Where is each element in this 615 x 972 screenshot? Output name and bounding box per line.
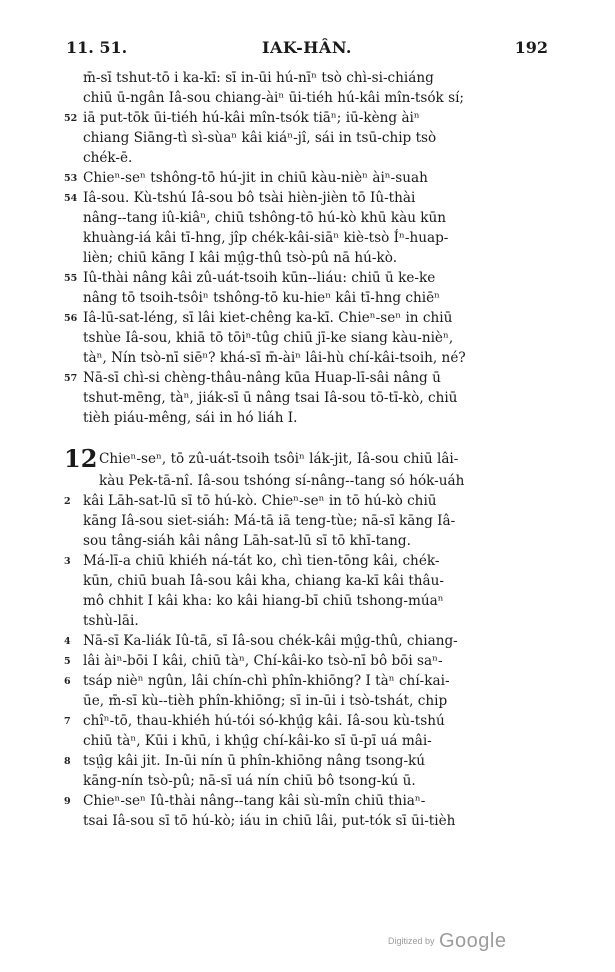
- text-line: [64, 308, 554, 328]
- text-line: [64, 731, 554, 751]
- text-line: [64, 711, 554, 731]
- text-line: [64, 691, 554, 711]
- line-text: tshù-lāi.: [83, 613, 139, 629]
- verse-number: 6: [64, 676, 71, 687]
- text-line: [64, 328, 554, 348]
- text-line: [64, 611, 554, 631]
- text-line: [64, 471, 554, 491]
- line-text: iā put-tōk ūi-tiéh hú-kâi mîn-tsók tiāⁿ; iū-kèng àiⁿ: [83, 110, 420, 126]
- line-text: Iû-thài nâng kâi zû-uát-tsoih kūn--liáu: chiū ū ke-ke: [83, 270, 436, 286]
- running-header: [66, 38, 548, 64]
- text-line: [64, 268, 554, 288]
- text-line: [64, 591, 554, 611]
- line-text: tsṳ̂g kâi jit. In-ūi nín ū phîn-khiōng nâng tsong-kú: [83, 753, 426, 769]
- line-text: tièh piáu-mêng, sái in hó liáh I.: [83, 410, 298, 426]
- text-line: [64, 671, 554, 691]
- text-line: [64, 348, 554, 368]
- line-text: lâi àiⁿ-bōi I kâi, chiū tàⁿ, Chí-kâi-ko tsò-nī bô bōi saⁿ-: [83, 653, 443, 669]
- verse-number: 52: [64, 113, 78, 124]
- line-text: kāng-nín tsò-pû; nā-sī uá nín chiū bô tsong-kú ū.: [83, 773, 416, 789]
- line-text: Má-lī-a chiū khiéh ná-tát ko, chì tien-tōng kâi, chék-: [83, 553, 440, 569]
- text-line: [64, 444, 554, 473]
- text-line: [64, 408, 554, 428]
- text-line: [64, 791, 554, 811]
- text-line: [64, 108, 554, 128]
- chapter-gap: [64, 428, 554, 449]
- text-line: [64, 88, 554, 108]
- line-text: m̄-sī tshut-tō i ka-kī: sī in-ūi hú-nīⁿ tsò chì-si-chiáng: [83, 70, 434, 86]
- verse-number: 57: [64, 373, 78, 384]
- line-text: kūn, chiū buah Iâ-sou kâi kha, chiang ka-kī kâi thâu-: [83, 573, 444, 589]
- text-line: [64, 248, 554, 268]
- line-text: tshut-mēng, tàⁿ, jiák-sī ū nâng tsai Iâ-sou tō-tī-kò, chiū: [83, 390, 458, 406]
- line-text: khuàng-iá kâi tī-hng, jîp chék-kâi-siāⁿ kiè-tsò Íⁿ-huap-: [83, 230, 449, 246]
- text-line: [64, 751, 554, 771]
- line-text: kàu Pek-tā-nî. Iâ-sou tshóng sí-nâng--tang só hók-uáh: [99, 473, 465, 489]
- text-line: [64, 491, 554, 511]
- line-text: sou tâng-siáh kâi nâng Lāh-sat-lū sī tō khī-tang.: [83, 533, 411, 549]
- text-line: [64, 168, 554, 188]
- verse-number: 9: [64, 796, 71, 807]
- verse-number: 56: [64, 313, 78, 324]
- verse-number: 5: [64, 656, 71, 667]
- google-logo: Google: [438, 930, 507, 952]
- text-line: [64, 771, 554, 791]
- text-line: [64, 128, 554, 148]
- chapter-verse-reference: 11. 51.: [66, 38, 128, 57]
- line-text: Chieⁿ-seⁿ tshông-tō hú-jit in chiū kàu-nièⁿ àiⁿ-suah: [83, 170, 428, 186]
- line-text: kâi Lāh-sat-lū sī tō hú-kò. Chieⁿ-seⁿ in tō hú-kò chiū: [83, 493, 437, 509]
- line-text: nâng tō tsoih-tsôiⁿ tshông-tō ku-hieⁿ kâi tī-hng chiēⁿ: [83, 290, 441, 306]
- line-text: chiang Siāng-tì sì-sùaⁿ kâi kiáⁿ-jî, sái in tsū-chip tsò: [83, 130, 437, 146]
- line-text: chiū ū-ngân Iâ-sou chiang-àiⁿ ūi-tiéh hú-kâi mîn-tsók sí;: [83, 90, 465, 106]
- verse-number: 53: [64, 173, 78, 184]
- line-text: chîⁿ-tō, thau-khiéh hú-tói só-khṳ̂g kâi. Iâ-sou kù-tshú: [83, 713, 445, 729]
- chapter-12: [64, 444, 554, 831]
- text-line: [64, 651, 554, 671]
- text-line: [64, 68, 554, 88]
- text-line: [64, 551, 554, 571]
- line-text: Chieⁿ-seⁿ, tō zû-uát-tsoih tsôiⁿ lák-jit, Iâ-sou chiū lâi-: [99, 451, 459, 467]
- text-line: [64, 571, 554, 591]
- line-text: Nā-sī chì-si chèng-thâu-nâng kūa Huap-lī-sâi nâng ū: [83, 370, 441, 386]
- line-text: ūe, m̄-sī kù--tièh phîn-khiōng; sī in-ūi i tsò-tshát, chip: [83, 693, 448, 709]
- text-line: [64, 631, 554, 651]
- line-text: Iâ-lū-sat-léng, sī lâi kiet-chêng ka-kī. Chieⁿ-seⁿ in chiū: [83, 310, 453, 326]
- line-text: nâng--tang iû-kiâⁿ, chiū tshông-tō hú-kò khū kàu kūn: [83, 210, 447, 226]
- line-text: Nā-sī Ka-liák Iû-tā, sī Iâ-sou chék-kâi mṳ̂g-thû, chiang-: [83, 633, 458, 649]
- text-line: [64, 288, 554, 308]
- text-line: [64, 368, 554, 388]
- chapter-number: 12: [64, 444, 98, 473]
- line-text: lièn; chiū kāng I kâi mṳ̂g-thû tsò-pû nā hú-kò.: [83, 250, 398, 266]
- book-title: IAK-HÂN.: [262, 38, 352, 57]
- line-text: Iâ-sou. Kù-tshú Iâ-sou bô tsài hièn-jièn tō Iû-thài: [83, 190, 416, 206]
- verse-number: 54: [64, 193, 78, 204]
- verse-number: 4: [64, 636, 71, 647]
- line-text: tsáp nièⁿ ngûn, lâi chín-chì phîn-khiōng? I tàⁿ chí-kai-: [83, 673, 450, 689]
- digitized-by-google-watermark: [388, 930, 506, 953]
- chapter-11-tail: [64, 68, 554, 428]
- text-line: [64, 188, 554, 208]
- text-line: [64, 811, 554, 831]
- text-line: [64, 531, 554, 551]
- text-line: [64, 511, 554, 531]
- line-text: kāng Iâ-sou siet-siáh: Má-tā iā teng-tùe; nā-sī kāng Iâ-: [83, 513, 456, 529]
- verse-number: 55: [64, 273, 78, 284]
- line-text: tshùe Iâ-sou, khiā tō tōiⁿ-tûg chiū jī-ke siang kàu-nièⁿ,: [83, 330, 454, 346]
- line-text: mô chhit I kâi kha: ko kâi hiang-bī chiū tshong-múaⁿ: [83, 593, 444, 609]
- line-text: chiū tàⁿ, Kūi i khū, i khṳ̂g chí-kâi-ko sī ū-pī uá mâi-: [83, 733, 432, 749]
- text-line: [64, 388, 554, 408]
- text-line: [64, 228, 554, 248]
- verse-number: 3: [64, 556, 71, 567]
- line-text: tàⁿ, Nín tsò-nī siēⁿ? khá-sī m̄-àiⁿ lâi-hù chí-kâi-tsoih, né?: [83, 350, 466, 366]
- text-line: [64, 208, 554, 228]
- verse-number: 2: [64, 496, 71, 507]
- line-text: Chieⁿ-seⁿ Iû-thài nâng--tang kâi sù-mîn chiū thiaⁿ-: [83, 793, 426, 809]
- page-number: 192: [514, 38, 548, 57]
- line-text: chék-ē.: [83, 150, 133, 166]
- body-text: [64, 68, 554, 831]
- line-text: tsai Iâ-sou sī tō hú-kò; iáu in chiū lâi, put-tók sī ūi-tièh: [83, 813, 456, 829]
- watermark-prefix: Digitized by: [388, 936, 435, 946]
- verse-number: 8: [64, 756, 71, 767]
- text-line: [64, 148, 554, 168]
- verse-number: 7: [64, 716, 71, 727]
